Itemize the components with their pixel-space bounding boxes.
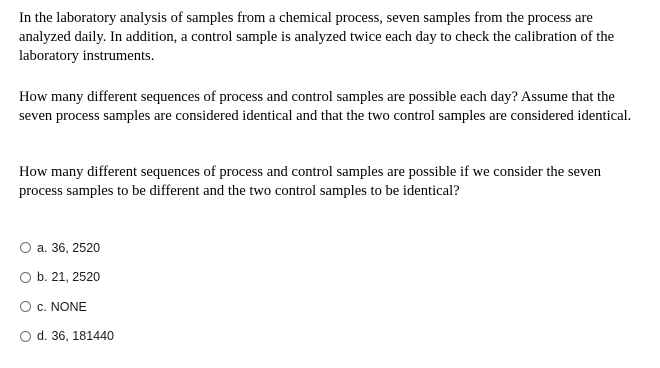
radio-button-icon[interactable] bbox=[20, 242, 31, 253]
radio-button-icon[interactable] bbox=[20, 331, 31, 342]
option-text: 36, 181440 bbox=[51, 329, 114, 344]
option-text: 21, 2520 bbox=[51, 270, 101, 285]
option-text: 36, 2520 bbox=[51, 240, 101, 255]
radio-button-icon[interactable] bbox=[20, 272, 31, 283]
option-d[interactable] bbox=[20, 322, 114, 352]
option-letter: c. bbox=[37, 299, 47, 314]
option-letter: d. bbox=[37, 329, 48, 344]
option-c[interactable] bbox=[20, 292, 114, 322]
option-text: NONE bbox=[50, 299, 87, 314]
question-paragraph-2: How many different sequences of process and control samples are possible each day? Assume that the seven process samples are considered identical and that the two control samples are considered identical. bbox=[19, 89, 632, 124]
option-a[interactable] bbox=[20, 233, 114, 263]
question-paragraph-1: In the laboratory analysis of samples from a chemical process, seven samples from the process are analyzed daily. In addition, a control sample is analyzed twice each day to check the calibration of the laboratory instruments. bbox=[19, 10, 615, 64]
option-letter: a. bbox=[37, 240, 48, 255]
option-b[interactable] bbox=[20, 263, 114, 293]
question-paragraph-3: How many different sequences of process and control samples are possible if we consider the seven process samples to be different and the two control samples to be identical? bbox=[19, 164, 602, 199]
answer-options bbox=[20, 233, 114, 351]
option-letter: b. bbox=[37, 270, 48, 285]
radio-button-icon[interactable] bbox=[20, 301, 31, 312]
